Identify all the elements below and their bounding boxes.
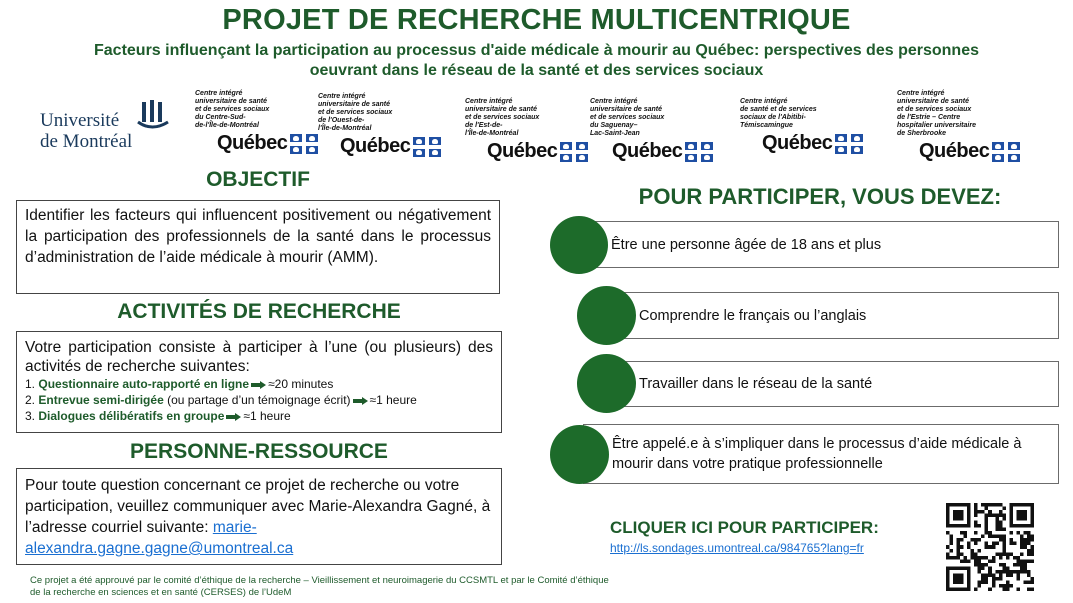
subtitle-line-2: oeuvrant dans le réseau de la santé et des services sociaux (309, 62, 764, 79)
udem-line-2: de Montréal (40, 131, 133, 152)
ciusss-name-line: universitaire de santé (195, 98, 267, 105)
contact-text: Pour toute question concernant ce projet de recherche ou votre participation, veuillez communiquer avec Marie-Alexandra Gagné, à l’adresse courriel suivante: (25, 477, 491, 536)
ciusss-name (740, 98, 863, 130)
ciusss-name-line: sociaux de l'Abitibi- (740, 114, 806, 121)
quebec-wordmark: Québec (487, 140, 558, 162)
quebec-flag-icon (685, 142, 713, 162)
contact-heading: PERSONNE-RESSOURCE (130, 440, 388, 463)
ciusss-name-line: et de services sociaux (465, 114, 540, 121)
ciusss-name-line: Lac-Saint-Jean (590, 130, 640, 137)
quebec-wordmark: Québec (919, 140, 990, 162)
ciusss-name-line: Témiscamingue (740, 122, 793, 129)
activity-duration: ≈1 heure (243, 409, 291, 423)
requirement-item (583, 221, 1059, 268)
quebec-flag-icon (413, 137, 441, 157)
activity-number: 3. (25, 409, 36, 423)
ciusss-name-line: universitaire de santé (465, 106, 537, 113)
activity-number: 2. (25, 393, 36, 407)
ciusss-name-line: Centre intégré (465, 98, 513, 105)
ciusss-name-line: et de services sociaux (590, 114, 665, 121)
quebec-wordmark: Québec (217, 132, 288, 154)
objective-box (16, 200, 500, 294)
activity-item (25, 408, 493, 424)
requirement-text: Comprendre le français ou l’anglais (639, 307, 867, 324)
activity-duration: ≈20 minutes (268, 377, 334, 391)
udem-wordmark (40, 110, 132, 152)
ciusss-name-line: Centre intégré (897, 90, 945, 97)
quebec-flag-icon (992, 142, 1020, 162)
survey-link[interactable]: http://ls.sondages.umontreal.ca/984765?lang=fr (610, 541, 864, 555)
objective-text: Identifier les facteurs qui influencent positivement ou négativement la participation des professionnels de la santé dans le processus d’administration de l’aide médicale à mourir (AMM). (25, 207, 491, 266)
activities-heading: ACTIVITÉS DE RECHERCHE (117, 300, 401, 323)
cta-label: CLIQUER ICI POUR PARTICIPER: (610, 518, 879, 537)
ciusss-logo (195, 90, 318, 155)
ciusss-name-line: et de services sociaux (897, 106, 972, 113)
requirement-item (608, 361, 1059, 407)
activities-box (16, 331, 502, 433)
ciusss-logo (318, 93, 441, 158)
ciusss-name-line: de Sherbrooke (897, 130, 947, 137)
activity-name: Dialogues délibératifs en groupe (38, 409, 225, 423)
contact-box (16, 468, 502, 565)
ciusss-name-line: universitaire de santé (590, 106, 662, 113)
requirement-text: Être appelé.e à s’impliquer dans le processus d’aide médicale à mourir dans votre pratique professionnelle (612, 436, 1022, 472)
ciusss-name-line: l'Île-de-Montréal (465, 130, 519, 137)
bullet-circle-icon (550, 425, 609, 484)
qr-code-icon[interactable] (946, 503, 1034, 591)
ciusss-logo (897, 90, 1020, 163)
subtitle-line-1: Facteurs influençant la participation au processus d'aide médicale à mourir au Québec: perspectives des personnes (94, 42, 979, 59)
ciusss-name-line: de santé et de services (740, 106, 817, 113)
ciusss-name-line: et de services sociaux (318, 109, 393, 116)
ciusss-name (590, 98, 713, 138)
bullet-circle-icon (577, 286, 636, 345)
ciusss-name-line: de l'Estrie – Centre (897, 114, 961, 121)
activity-name: Entrevue semi-dirigée (38, 393, 164, 407)
requirement-text: Travailler dans le réseau de la santé (639, 376, 873, 392)
quebec-flag-icon (560, 142, 588, 162)
activity-duration: ≈1 heure (369, 393, 417, 407)
ciusss-name-line: hospitalier universitaire (897, 122, 976, 129)
ciusss-logo (465, 98, 588, 163)
ciusss-name-line: de l'Ouest-de- (318, 117, 365, 124)
quebec-flag-icon (290, 134, 318, 154)
activity-number: 1. (25, 377, 36, 391)
ethics-footer: Ce projet a été approuvé par le comité d’éthique de la recherche – Vieillissement et neuroimagerie du CCSMTL et par le Comité d’éthique de la recherche en sciences et en santé (CERSES) de l’UdeM (30, 575, 609, 598)
page-title: PROJET DE RECHERCHE MULTICENTRIQUE (222, 4, 851, 36)
udem-logo (40, 100, 175, 152)
ciusss-name-line: l'Île-de-Montréal (318, 125, 372, 132)
quebec-wordmark: Québec (612, 140, 683, 162)
activity-item (25, 376, 493, 392)
requirement-item (608, 292, 1059, 339)
activities-intro: Votre participation consiste à participer à l’une (ou plusieurs) des activités de recherche suivantes: (25, 339, 493, 375)
ciusss-name-line: universitaire de santé (318, 101, 390, 108)
ciusss-name-line: de l'Est-de- (465, 122, 503, 129)
ciusss-name-line: Centre intégré (195, 90, 243, 97)
requirement-item (583, 424, 1059, 484)
quebec-wordmark: Québec (762, 132, 833, 154)
requirements-heading: POUR PARTICIPER, VOUS DEVEZ: (638, 184, 1002, 209)
ciusss-name (318, 93, 441, 133)
contact-email-link[interactable]: marie-alexandra.gagne.gagne@umontreal.ca (25, 519, 294, 557)
ciusss-name-line: universitaire de santé (897, 98, 969, 105)
udem-emblem-icon (136, 100, 170, 130)
objective-heading: OBJECTIF (206, 168, 310, 191)
ciusss-name (465, 98, 588, 138)
bullet-circle-icon (550, 216, 608, 274)
arrow-right-icon (353, 397, 368, 405)
ciusss-name-line: Centre intégré (740, 98, 788, 105)
arrow-right-icon (251, 381, 266, 389)
ciusss-name-line: et de services sociaux (195, 106, 270, 113)
udem-line-1: Université (40, 110, 120, 131)
bullet-circle-icon (577, 354, 636, 413)
ciusss-name (897, 90, 1020, 138)
quebec-wordmark: Québec (340, 135, 411, 157)
ciusss-name-line: de-l'Île-de-Montréal (195, 122, 259, 129)
quebec-flag-icon (835, 134, 863, 154)
activity-extra: (ou partage d’un témoignage écrit) (163, 393, 351, 407)
ciusss-name-line: du Saguenay– (590, 122, 638, 129)
ciusss-logo (590, 98, 713, 163)
arrow-right-icon (226, 413, 241, 421)
ciusss-name-line: du Centre-Sud- (195, 114, 246, 121)
ciusss-logo (740, 98, 863, 155)
activities-list (25, 376, 493, 424)
activity-name: Questionnaire auto-rapporté en ligne (38, 377, 250, 391)
activity-item (25, 392, 493, 408)
ciusss-name-line: Centre intégré (318, 93, 366, 100)
requirement-text: Être une personne âgée de 18 ans et plus (611, 236, 882, 253)
page-subtitle (30, 41, 1043, 81)
ciusss-name-line: Centre intégré (590, 98, 638, 105)
ciusss-name (195, 90, 318, 130)
